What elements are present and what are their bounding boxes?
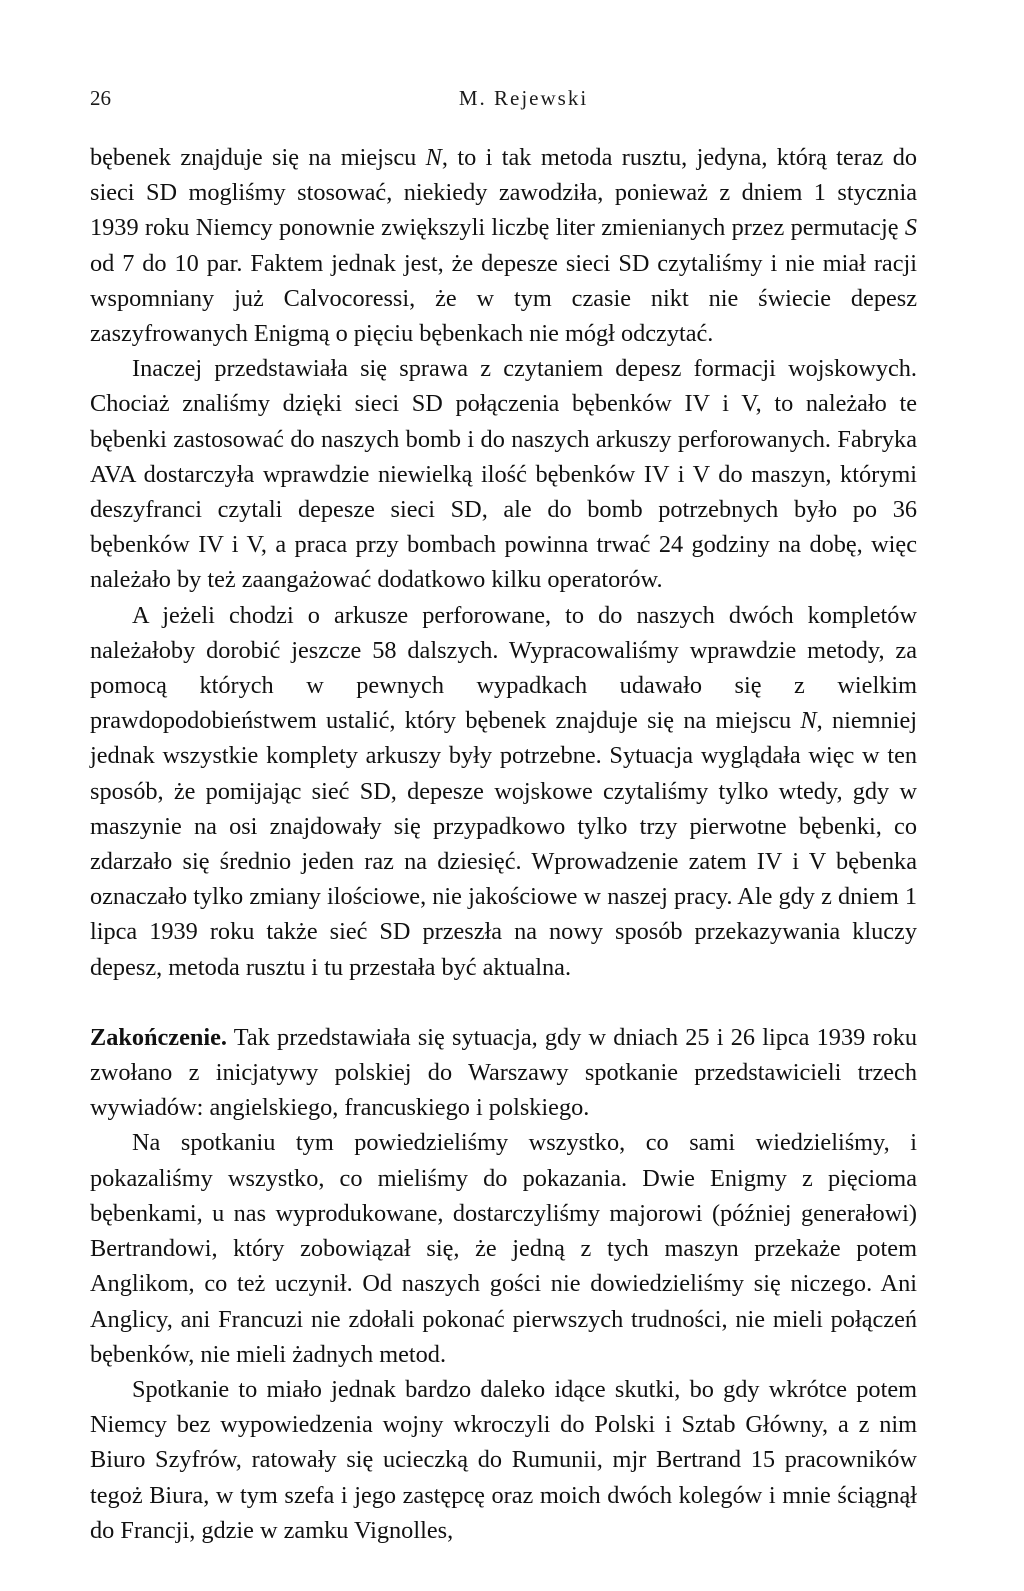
italic-run: S [904,214,917,242]
paragraph-3 [90,598,917,985]
body-text [90,140,917,1548]
section-heading: Zakończenie. [90,1023,228,1051]
running-title: M. Rejewski [458,86,589,110]
paragraph-5 [90,1125,917,1371]
text-run: Spotkanie to miało jednak bardzo daleko idące skutki, bo gdy wkrótce potem Niemcy bez wypowiedzenia wojny wkroczyli do Polski i Sztab Główny, a z nim Biuro Szyfrów, ratowały się ucieczką do Rumunii, mjr Bertrand 15 pracowników tegoż Biura, w tym szefa i jego zastępcę oraz moich dwóch kolegów i mnie ściągnął do Francji, gdzie w zamku Vignolles, [90,1375,917,1544]
text-run: , niemniej jednak wszystkie komplety arkuszy były potrzebne. Sytuacja wyglądała więc w ten sposób, że pomijając sieć SD, depesze wojskowe czytaliśmy tylko wtedy, gdy w maszynie na osi znajdowały się przypadkowo tylko trzy pierwotne bębenki, co zdarzało się średnio jeden raz na dziesięć. Wprowadzenie zatem IV i V bębenka oznaczało tylko zmiany ilościowe, nie jakościowe w naszej pracy. Ale gdy z dniem 1 lipca 1939 roku także sieć SD przeszła na nowy sposób przekazywania kluczy depesz, metoda rusztu i tu przestała być aktualna. [90,707,917,981]
paragraph-1 [90,140,917,351]
italic-run: N [425,144,442,171]
text-run: Inaczej przedstawiała się sprawa z czytaniem depesz formacji wojskowych. Chociaż znaliśmy dzięki sieci SD połączenia bębenków IV i V, to należało te bębenki zastosować do naszych bomb i do naszych arkuszy perforowanych. Fabryka AVA dostarczyła wprawdzie niewielką ilość bębenków IV i V do maszyn, którymi deszyfranci czytali depesze sieci SD, ale do bomb potrzebnych było po 36 bębenków IV i V, a praca przy bombach powinna trwać 24 godziny na dobę, więc należało by też zaangażować dodatkowo kilku operatorów. [90,355,917,594]
italic-run: N [800,707,817,735]
running-head [90,86,917,116]
paragraph-4 [90,1020,917,1126]
paragraph-6 [90,1372,917,1548]
text-run: bębenek znajduje się na miejscu [90,144,426,171]
text-run: Na spotkaniu tym powiedzieliśmy wszystko, co sami wiedzieliśmy, i pokazaliśmy wszystko, co mieliśmy do pokazania. Dwie Enigmy z pięcioma bębenkami, u nas wyprodukowane, dostarczyliśmy majorowi (później generałowi) Bertrandowi, który zobowiązał się, że jedną z tych maszyn przekaże potem Anglikom, co też uczynił. Od naszych gości nie dowiedzieliśmy się niczego. Ani Anglicy, ani Francuzi nie zdołali pokonać pierwszych trudności, nie mieli połączeń bębenków, nie mieli żadnych metod. [90,1129,917,1368]
text-run: Tak przedstawiała się sytuacja, gdy w dniach 25 i 26 lipca 1939 roku zwołano z inicjatywy polskiej do Warszawy spotkanie przedstawicieli trzech wywiadów: angielskiego, francuskiego i polskiego. [90,1023,917,1122]
text-run: A jeżeli chodzi o arkusze perforowane, to do naszych dwóch kompletów należałoby dorobić jeszcze 58 dalszych. Wypracowaliśmy wprawdzie metody, za pomocą których w pewnych wypadkach udawało się z wielkim prawdopodobieństwem ustalić, który bębenek znajduje się na miejscu [90,601,917,735]
page-number: 26 [90,86,111,110]
text-run: od 7 do 10 par. Faktem jednak jest, że depesze sieci SD czytaliśmy i nie miał racji wspomniany już Calvocoressi, że w tym czasie nikt nie świecie depesz zaszyfrowanych Enigmą o pięciu bębenkach nie mógł odczytać. [90,249,917,348]
text-run: , to i tak metoda rusztu, jedyna, którą teraz do sieci SD mogliśmy stosować, niekiedy zawodziła, ponieważ z dniem 1 stycznia 1939 roku Niemcy ponownie zwiększyli liczbę liter zmienianych przez permutację [90,144,917,242]
paragraph-2 [90,351,917,597]
